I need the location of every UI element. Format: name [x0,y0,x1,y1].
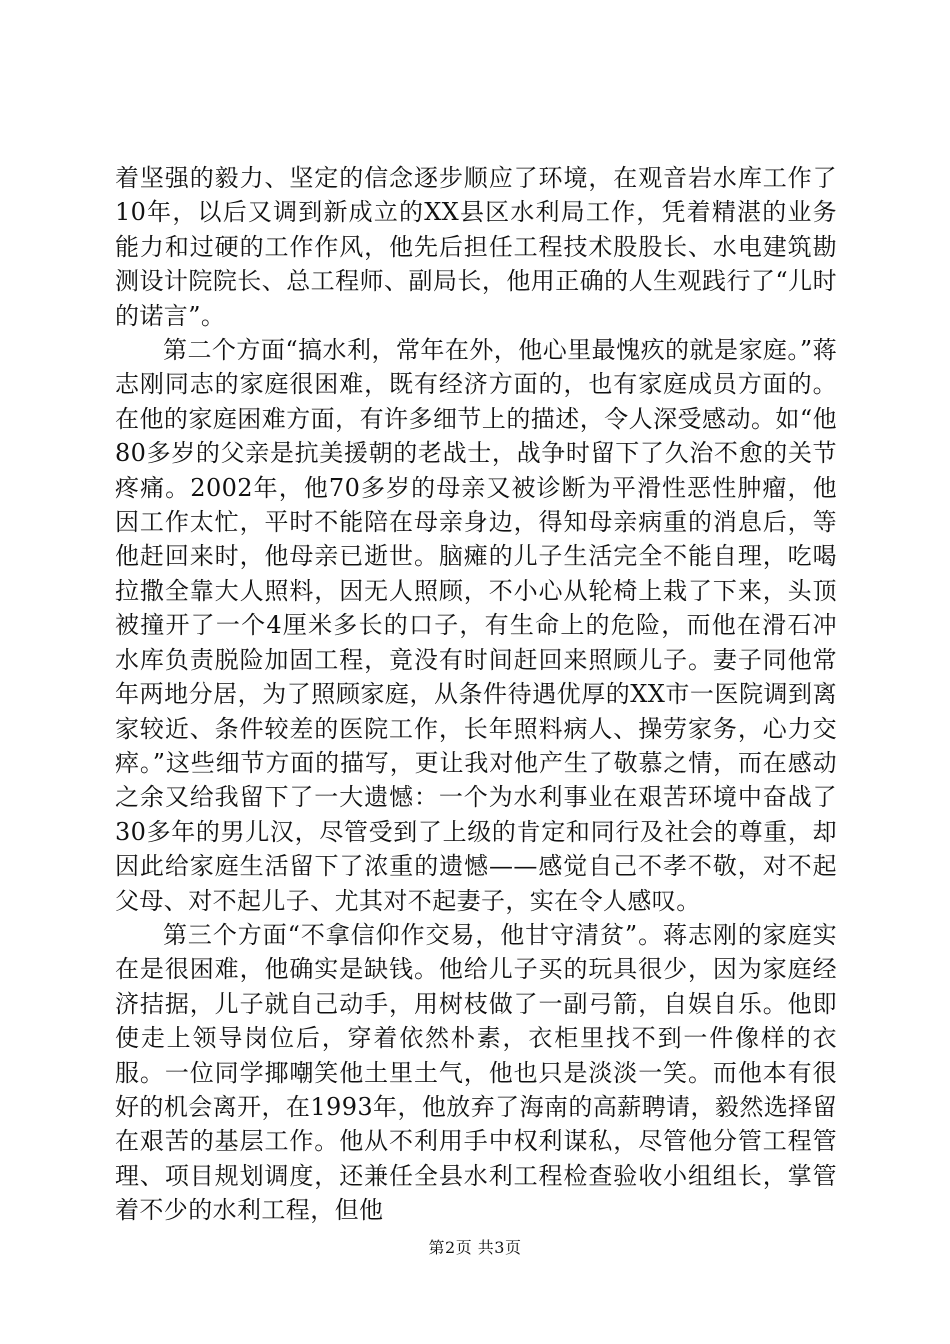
paragraph-continuation: 着坚强的毅力、坚定的信念逐步顺应了环境，在观音岩水库工作了10年，以后又调到新成立的XX县区水利局工作，凭着精湛的业务能力和过硬的工作作风，他先后担任工程技术股股长、水电建筑勘测设计院院长、总工程师、副局长，他用正确的人生观践行了“儿时的诺言”。 [115,164,837,330]
paragraph-second-aspect: 第二个方面“搞水利，常年在外，他心里最愧疚的就是家庭。”蒋志刚同志的家庭很困难，既有经济方面的，也有家庭成员方面的。在他的家庭困难方面，有许多细节上的描述，令人深受感动。如“他80多岁的父亲是抗美援朝的老战士，战争时留下了久治不愈的关节疼痛。2002年，他70多岁的母亲又被诊断为平滑性恶性肿瘤，他因工作太忙，平时不能陪在母亲身边，得知母亲病重的消息后，等他赶回来时，他母亲已逝世。脑瘫的儿子生活完全不能自理，吃喝拉撒全靠大人照料，因无人照顾，不小心从轮椅上栽了下来，头顶被撞开了一个4厘米多长的口子，有生命上的危险，而他在滑石冲水库负责脱险加固工程，竟没有时间赶回来照顾儿子。妻子同他常年两地分居，为了照顾家庭，从条件待遇优厚的XX市一医院调到离家较近、条件较差的医院工作，长年照料病人、操劳家务，心力交瘁。”这些细节方面的描写，更让我对他产生了敬慕之情，而在感动之余又给我留下了一大遗憾：一个为水利事业在艰苦环境中奋战了30多年的男儿汉，尽管受到了上级的肯定和同行及社会的尊重，却因此给家庭生活留下了浓重的遗憾——感觉自己不孝不敬，对不起父母、对不起儿子、尤其对不起妻子，实在令人感叹。 [115,336,837,915]
document-body [115,161,837,1228]
page-footer: 第2页 共3页 [428,1238,522,1257]
paragraph-third-aspect: 第三个方面“不拿信仰作交易，他甘守清贫”。蒋志刚的家庭实在是很困难，他确实是缺钱。他给儿子买的玩具很少，因为家庭经济拮据，儿子就自己动手，用树枝做了一副弓箭，自娱自乐。他即使走上领导岗位后，穿着依然朴素，衣柜里找不到一件像样的衣服。一位同学揶嘲笑他土里土气，他也只是淡淡一笑。而他本有很好的机会离开，在1993年，他放弃了海南的高薪聘请，毅然选择留在艰苦的基层工作。他从不利用手中权利谋私，尽管他分管工程管理、项目规划调度，还兼任全县水利工程检查验收小组组长，掌管着不少的水利工程，但他 [115,920,837,1225]
